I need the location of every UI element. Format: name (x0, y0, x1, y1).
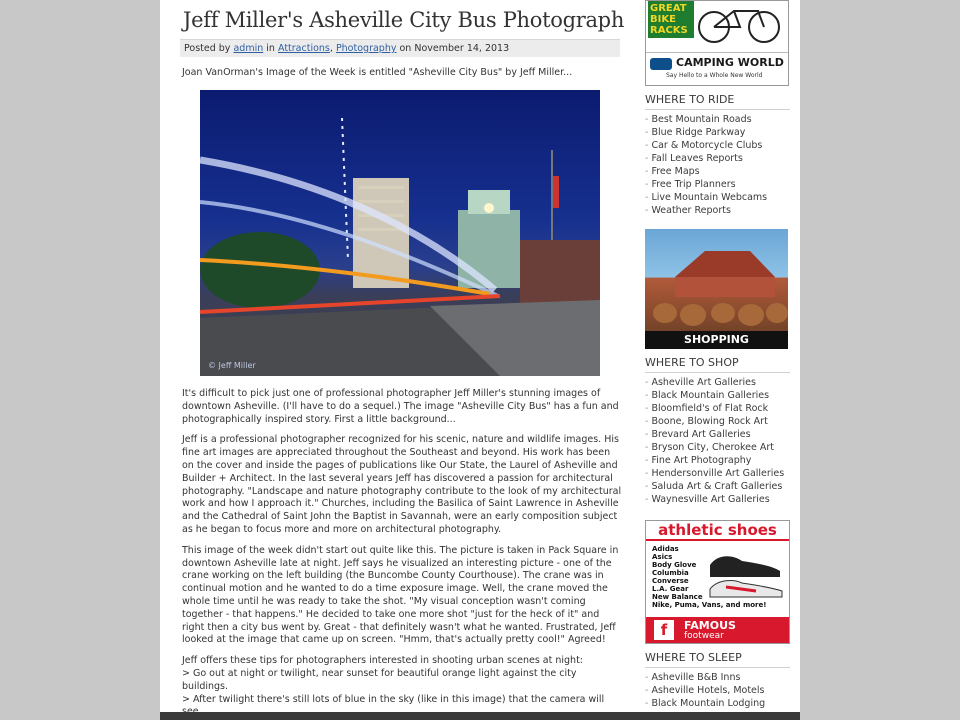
shoe-brand: L.A. Gear (652, 585, 689, 593)
ride-link[interactable]: - Weather Reports (645, 204, 790, 217)
camping-world-logo-icon (650, 58, 672, 70)
sidebar (645, 0, 790, 710)
shoe-ad-header: athletic shoes (646, 521, 789, 541)
shop-link[interactable]: - Hendersonville Art Galleries (645, 467, 790, 480)
shoe-brand: Columbia (652, 569, 689, 577)
camping-world-tagline: Say Hello to a Whole New World (666, 72, 763, 79)
camping-world-banner (646, 52, 788, 85)
courthouse-building (458, 210, 520, 288)
building-light (484, 203, 494, 213)
shoe-icon (706, 543, 786, 599)
photo-watermark: © Jeff Miller (208, 361, 256, 370)
page (160, 0, 800, 720)
barn-illustration (645, 229, 788, 331)
ride-link[interactable]: - Free Maps (645, 165, 790, 178)
where-to-shop-heading: WHERE TO SHOP (645, 356, 790, 373)
ride-link[interactable]: - Fall Leaves Reports (645, 152, 790, 165)
famous-footwear-name: FAMOUS (684, 619, 736, 632)
article-title[interactable]: Jeff Miller's Asheville City Bus Photograph (183, 8, 625, 32)
ride-link[interactable]: - Car & Motorcycle Clubs (645, 139, 790, 152)
asheville-city-bus-photo[interactable] (200, 90, 600, 376)
tips-intro: Jeff offers these tips for photographers interested in shooting urban scenes at night: (182, 655, 583, 667)
author-link[interactable]: admin (233, 43, 264, 54)
shop-link[interactable]: - Waynesville Art Galleries (645, 493, 790, 506)
ride-link[interactable]: - Best Mountain Roads (645, 113, 790, 126)
article (180, 0, 625, 719)
where-to-shop-list (645, 376, 790, 506)
bike-racks-text: GREAT BIKE RACKS (648, 1, 694, 38)
where-to-ride-list (645, 113, 790, 217)
shop-link[interactable]: - Fine Art Photography (645, 454, 790, 467)
category-separator: , (329, 43, 333, 54)
shoe-brand: Nike, Puma, Vans, and more! (652, 601, 767, 609)
article-body (182, 388, 622, 719)
photo-illustration (200, 90, 600, 376)
where-to-sleep-heading: WHERE TO SLEEP (645, 651, 790, 668)
shopping-banner: SHOPPING (645, 331, 788, 349)
in-label: in (266, 43, 275, 54)
camping-world-name: CAMPING WORLD (676, 56, 784, 69)
tip-item: > Go out at night or twilight, near sunset for beautiful orange light against the city buildings. (182, 667, 577, 692)
taskbar (160, 712, 800, 720)
shoe-brand: Converse (652, 577, 689, 585)
shop-link[interactable]: - Boone, Blowing Rock Art (645, 415, 790, 428)
category-link-attractions[interactable]: Attractions (277, 43, 330, 54)
article-intro: Joan VanOrman's Image of the Week is entitled "Asheville City Bus" by Jeff Miller... (182, 67, 573, 78)
sleep-link[interactable]: - Asheville Hotels, Motels (645, 684, 790, 697)
tip-item: > After twilight there's still lots of blue in the sky (like in this image) that the camera will (182, 693, 605, 705)
shop-link[interactable]: - Black Mountain Galleries (645, 389, 790, 402)
sleep-link[interactable]: - Asheville B&B Inns (645, 671, 790, 684)
shop-link[interactable]: - Asheville Art Galleries (645, 376, 790, 389)
shop-link[interactable]: - Bloomfield's of Flat Rock (645, 402, 790, 415)
shoe-brand: Adidas (652, 545, 679, 553)
date-label: on (399, 43, 412, 54)
shop-link[interactable]: - Saluda Art & Craft Galleries (645, 480, 790, 493)
crane-lights (342, 118, 348, 260)
tall-building (353, 178, 409, 288)
shopping-photo[interactable] (645, 229, 788, 349)
trees-left (200, 232, 320, 308)
bicycle-icon (696, 3, 786, 51)
famous-footwear-banner (646, 617, 789, 643)
ride-link[interactable]: - Live Mountain Webcams (645, 191, 790, 204)
shop-link[interactable]: - Brevard Art Galleries (645, 428, 790, 441)
post-meta (180, 39, 620, 57)
famous-footwear-subname: footwear (684, 631, 724, 641)
athletic-shoes-ad[interactable] (645, 520, 790, 644)
paragraph: This image of the week didn't start out quite like this. The picture is taken in Pack Square in downtown Asheville late at night. Jeff says he visualized an interesting picture - one of the crane working on the left building (the Buncombe County Courthouse). The crane was in continual motion and he wanted to do a time exposure image. Well, the crane moved the whole time until he was ready to take the shot. "My visual conception wasn't coming together - that happens." He decided to take one more shot "just for the heck of it" and right then a city bus went by. Great - that definitely wasn't what he wanted. Frustrated, Jeff looked at the image that came up on screen. "Hmm, that's actually pretty cool!" Agreed! (182, 544, 619, 646)
paragraph: It's difficult to pick just one of professional photographer Jeff Miller's stunning images of downtown Asheville. (I'll have to do a sequel.) The image "Asheville City Bus" has a fun and photographically inspired story. First a little background... (182, 388, 619, 425)
shop-link[interactable]: - Bryson City, Cherokee Art (645, 441, 790, 454)
paragraph: Jeff is a professional photographer recognized for his scenic, nature and wildlife images. His fine art images are appreciated throughout the Southeast and beyond. His work has been on the cover and inside the pages of publications like Our State, the Laurel of Asheville and Builder + Architect. In the last several years Jeff has discovered a passion for architectural photography. "Landscape and nature photography contribute to the look of my architectural work and how I approach it." Churches, including the Basilica of Saint Lawrence in Asheville and the Cathedral of Saint John the Baptist in Savannah, were an early composition subject as he began to focus more and more on architectural photography. (182, 434, 622, 535)
bike-rack-ad[interactable] (645, 0, 789, 86)
famous-footwear-logo-icon: f (654, 620, 674, 640)
where-to-ride-heading: WHERE TO RIDE (645, 93, 790, 110)
where-to-sleep-list (645, 671, 790, 710)
flag (553, 176, 559, 208)
post-date: November 14, 2013 (414, 43, 510, 54)
ride-link[interactable]: - Free Trip Planners (645, 178, 790, 191)
shoe-brand: Asics (652, 553, 673, 561)
shoe-brand: Body Glove (652, 561, 697, 569)
shoe-brand: New Balance (652, 593, 703, 601)
ride-link[interactable]: - Blue Ridge Parkway (645, 126, 790, 139)
category-link-photography[interactable]: Photography (335, 43, 397, 54)
posted-by-label: Posted by (184, 43, 231, 54)
sleep-link[interactable]: - Black Mountain Lodging (645, 697, 790, 710)
